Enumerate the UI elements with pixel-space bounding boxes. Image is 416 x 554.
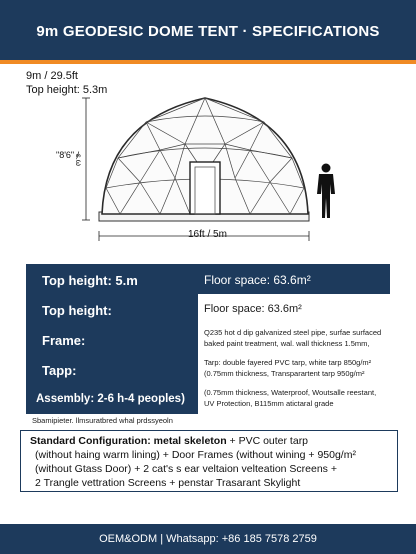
side-height-label: "8'6" / xyxy=(56,150,80,160)
configuration-heading: Standard Configuration: metal skeleton xyxy=(30,435,227,447)
accent-divider xyxy=(0,60,416,64)
floor-space-cell: Floor space: 63.6m² xyxy=(204,273,311,287)
table-row xyxy=(26,384,390,414)
configuration-line2: (without haing warm lining) + Door Frames (without wining + 950g/m² xyxy=(35,449,356,461)
table-row xyxy=(26,354,390,384)
assembly-value-line1: (0.75mm thickness, Waterproof, Woutsalle reestant, xyxy=(204,388,377,397)
configuration-line4: 2 Trangle vettration Screens + penstar Trasarant Skylight xyxy=(35,477,301,489)
frame-label: Frame: xyxy=(42,333,86,348)
page-title: 9m GEODESIC DOME TENT · SPECIFICATIONS xyxy=(36,23,380,40)
width-dimension-label: 16ft / 5m xyxy=(188,229,227,240)
table-note: Sbamipieter. llmsuratbred whal prdssyeoln xyxy=(32,416,173,425)
spec-table xyxy=(26,264,390,424)
standard-configuration-box xyxy=(20,430,398,492)
top-height-label-cell: Top height: xyxy=(42,303,112,318)
table-row xyxy=(26,324,390,354)
tarp-value-line1: Tarp: double fayered PVC tarp, white tarp 850g/m² xyxy=(204,358,372,367)
top-height-label: Top height: 5.3m xyxy=(26,84,108,96)
tarp-label: Tapp: xyxy=(42,363,77,378)
table-note-row xyxy=(26,414,390,428)
assembly-label: Assembly: 2-6 h-4 peoples) xyxy=(36,393,185,405)
table-row xyxy=(26,264,390,294)
configuration-line1: + PVC outer tarp xyxy=(226,435,309,447)
configuration-line3: (without Gtass Door) + 2 cat's s ear veltaion velteation Screens + xyxy=(35,463,337,475)
frame-value-line1: Q235 hot d dip galvanized steel pipe, surfae surfaced xyxy=(204,328,382,337)
assembly-value-line2: UV Protection, B115mm atictaral grade xyxy=(204,399,334,408)
tarp-value-line2: (0.75mm thickness, Transparartent tarp 950g/m² xyxy=(204,369,365,378)
floor-space-value-cell: Floor space: 63.6m² xyxy=(204,303,302,315)
side-height-label-rotated: ε.ω xyxy=(74,154,83,167)
diameter-label: 9m / 29.5ft xyxy=(26,70,78,82)
footer-bar xyxy=(0,524,416,554)
dome-diagram xyxy=(0,96,416,256)
frame-value-line2: baked paint treatment, wal. wall thickness 1.5mm, xyxy=(204,339,370,348)
top-height-cell: Top height: 5.m xyxy=(42,273,138,288)
table-row xyxy=(26,294,390,324)
contact-info: OEM&ODM | Whatsapp: +86 185 7578 2759 xyxy=(99,533,317,545)
header-bar xyxy=(0,0,416,60)
